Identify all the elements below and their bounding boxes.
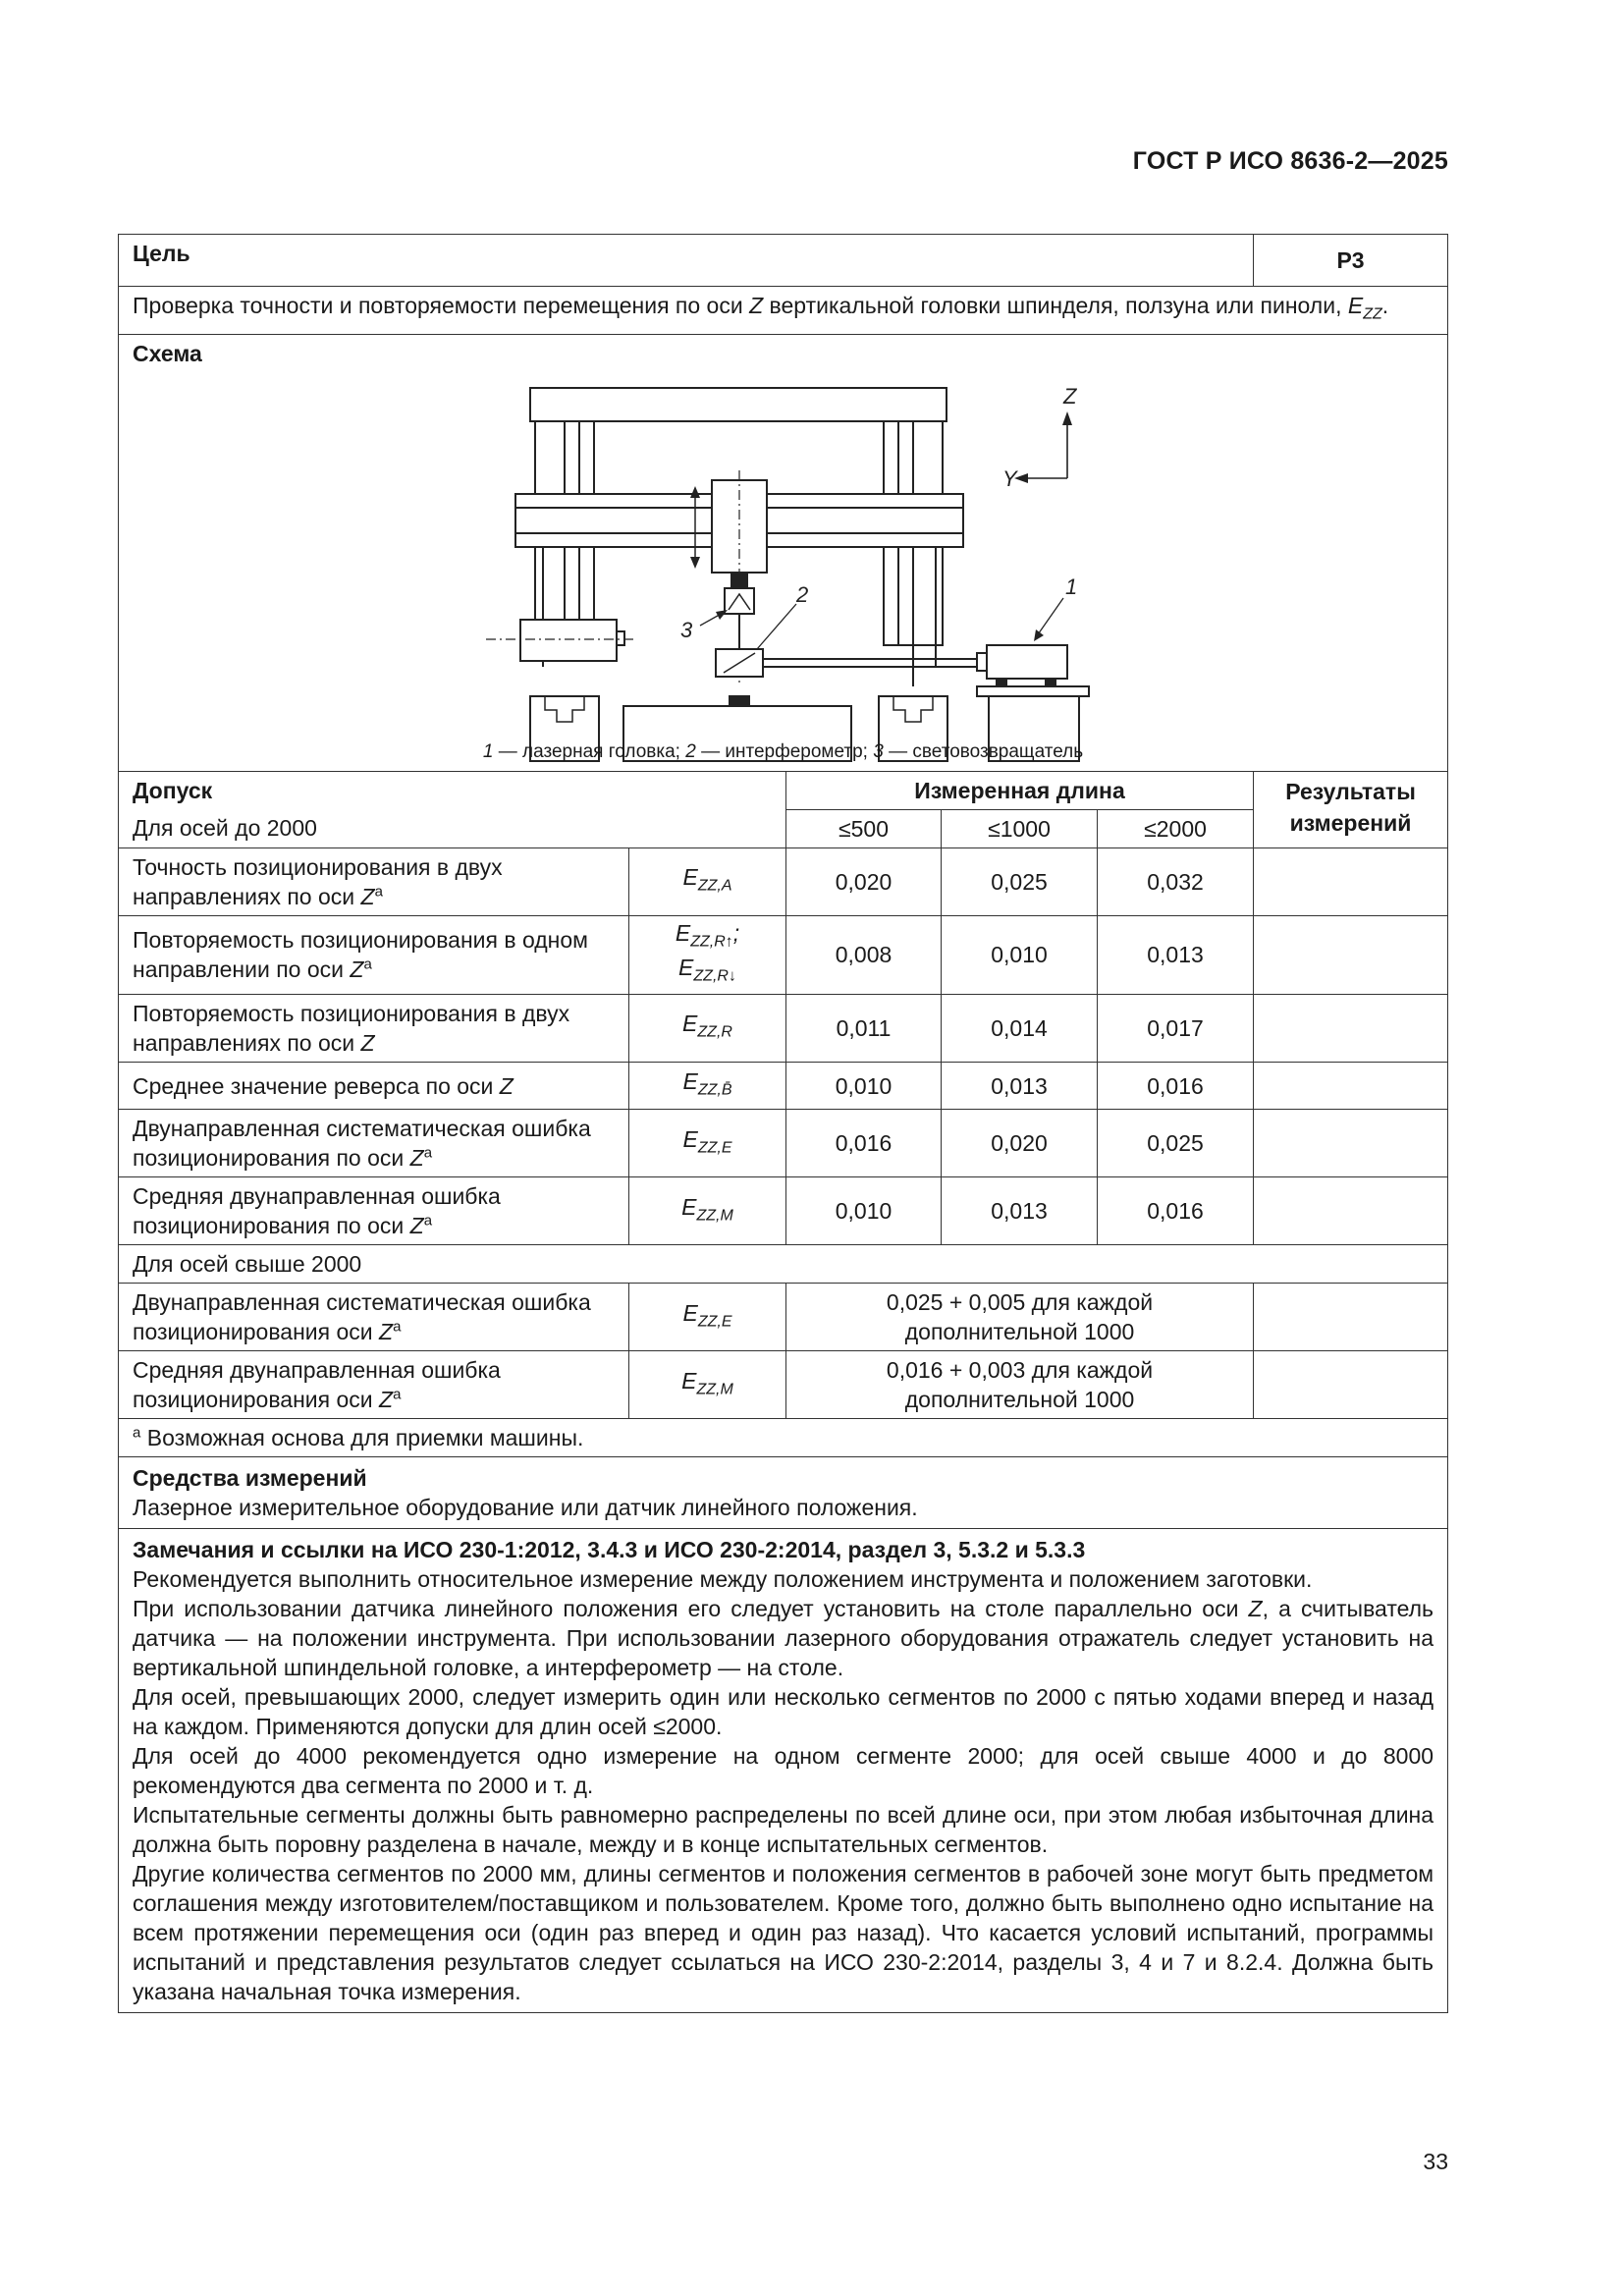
axis-y-label: Y bbox=[1002, 465, 1017, 491]
row-name: Среднее значение реверса по оси Z bbox=[119, 1062, 629, 1110]
cell-value: 0,017 bbox=[1098, 994, 1254, 1062]
tolerance-header-row bbox=[119, 771, 1448, 809]
cell-value: 0,013 bbox=[942, 1177, 1098, 1245]
footnote: $^a$ Возможная основа для приемки машины. bbox=[119, 1419, 1448, 1457]
cell-value: 0,016 bbox=[786, 1110, 942, 1177]
test-code: P3 bbox=[1254, 235, 1448, 287]
table-row bbox=[119, 847, 1448, 915]
goal-text: Проверка точности и повторяемости перемещения по оси Z вертикальной головки шпинделя, ползуна или пиноли, $E_{ZZ}$. bbox=[119, 287, 1448, 335]
row-name: Двунаправленная систематическая ошибка позиционирования по оси $Z^a$ bbox=[119, 1110, 629, 1177]
cell-value: 0,013 bbox=[1098, 915, 1254, 994]
notes-paragraph: Для осей, превышающих 2000, следует измерить один или несколько сегментов по 2000 с пятью ходами вперед и назад на каждом. Применяются допуски для длин осей ≤2000. bbox=[133, 1684, 1434, 1740]
cell-value: 0,014 bbox=[942, 994, 1098, 1062]
row-name: Повторяемость позиционирования в двух направлениях по оси Z bbox=[119, 994, 629, 1062]
diagram-caption: 1 — лазерная головка; 2 — интерферометр; 3 — световозвращатель bbox=[482, 740, 1084, 762]
row-name: Точность позиционирования в двух направлениях по оси $Z^a$ bbox=[119, 847, 629, 915]
result-cell[interactable] bbox=[1254, 1062, 1448, 1110]
instruments-label: Средства измерений bbox=[133, 1465, 367, 1492]
row-symbol: $E_{ZZ,M}$ bbox=[629, 1351, 786, 1419]
result-cell[interactable] bbox=[1254, 847, 1448, 915]
row-symbol: $E_{ZZ,R}$ bbox=[629, 994, 786, 1062]
cell-value: 0,013 bbox=[942, 1062, 1098, 1110]
cell-value: 0,016 bbox=[1098, 1062, 1254, 1110]
instruments-row bbox=[119, 1457, 1448, 1529]
schema-cell bbox=[119, 334, 1448, 771]
group2-row bbox=[119, 1245, 1448, 1284]
cell-value: 0,020 bbox=[942, 1110, 1098, 1177]
cell-value: 0,008 bbox=[786, 915, 942, 994]
footnote-row bbox=[119, 1419, 1448, 1457]
row-name: Повторяемость позиционирования в одном направлении по оси $Z^a$ bbox=[119, 915, 629, 994]
instruments-cell bbox=[119, 1457, 1448, 1529]
cell-value-formula: 0,025 + 0,005 для каждой дополнительной 1000 bbox=[786, 1284, 1254, 1351]
notes-label: Замечания и ссылки на ИСО 230-1:2012, 3.4.3 и ИСО 230-2:2014, раздел 3, 5.3.2 и 5.3.3 bbox=[133, 1537, 1086, 1563]
cell-value: 0,016 bbox=[1098, 1177, 1254, 1245]
table-row bbox=[119, 1177, 1448, 1245]
table-row bbox=[119, 1351, 1448, 1419]
notes-paragraph: Другие количества сегментов по 2000 мм, длины сегментов и положения сегментов в рабочей зоне могут быть предметом соглашения между изготовителем/поставщиком и пользователем. Кроме того, должно быть выполнено одно испытание на всем протяжении перемещения оси (один раз вперед и один раз назад). Что касается условий испытаний, программы испытаний и представления результатов следует ссылаться на ИСО 230-2:2014, разделы 3, 4 и 7 и 8.2.4. Должна быть указана начальная точка измерения. bbox=[133, 1861, 1434, 2005]
row-symbol: $E_{ZZ,E}$ bbox=[629, 1284, 786, 1351]
notes-row bbox=[119, 1529, 1448, 2013]
label-1: 1 bbox=[1065, 574, 1078, 599]
row-name: Средняя двунаправленная ошибка позиционирования оси $Z^a$ bbox=[119, 1351, 629, 1419]
result-cell[interactable] bbox=[1254, 1177, 1448, 1245]
result-cell[interactable] bbox=[1254, 1351, 1448, 1419]
cell-value: 0,025 bbox=[942, 847, 1098, 915]
goal-text-row bbox=[119, 287, 1448, 335]
schema-row bbox=[119, 334, 1448, 771]
row-name: Двунаправленная систематическая ошибка позиционирования оси $Z^a$ bbox=[119, 1284, 629, 1351]
result-cell[interactable] bbox=[1254, 1110, 1448, 1177]
machine-diagram bbox=[133, 372, 1434, 765]
tolerance-label: Допуск bbox=[119, 771, 786, 809]
page-number: 33 bbox=[1423, 2149, 1448, 2174]
goal-header-row bbox=[119, 235, 1448, 287]
table-row bbox=[119, 915, 1448, 994]
table-row bbox=[119, 1110, 1448, 1177]
group1-label: Для осей до 2000 bbox=[119, 809, 786, 847]
row-symbol: $E_{ZZ,A}$ bbox=[629, 847, 786, 915]
row-symbol: $E_{ZZ,M}$ bbox=[629, 1177, 786, 1245]
cell-value: 0,010 bbox=[942, 915, 1098, 994]
notes-cell bbox=[119, 1529, 1448, 2013]
notes-paragraph: Испытательные сегменты должны быть равномерно распределены по всей длине оси, при этом любая избыточная длина должна быть поровну разделена в начале, между и в конце испытательных сегментов. bbox=[133, 1802, 1434, 1858]
schema-label: Схема bbox=[133, 340, 202, 366]
cell-value: 0,010 bbox=[786, 1177, 942, 1245]
row-name: Средняя двунаправленная ошибка позиционирования по оси $Z^a$ bbox=[119, 1177, 629, 1245]
table-row bbox=[119, 994, 1448, 1062]
goal-label: Цель bbox=[119, 235, 1254, 287]
cell-value: 0,011 bbox=[786, 994, 942, 1062]
row-symbol: $E_{ZZ,E}$ bbox=[629, 1110, 786, 1177]
notes-paragraph: Для осей до 4000 рекомендуется одно измерение на одном сегменте 2000; для осей свыше 4000 и до 8000 рекомендуются два сегмента по 2000 и т. д. bbox=[133, 1743, 1434, 1799]
cell-value: 0,010 bbox=[786, 1062, 942, 1110]
result-cell[interactable] bbox=[1254, 994, 1448, 1062]
table-row bbox=[119, 1062, 1448, 1110]
col-500: ≤500 bbox=[786, 809, 942, 847]
result-cell[interactable] bbox=[1254, 915, 1448, 994]
result-cell[interactable] bbox=[1254, 1284, 1448, 1351]
col-1000: ≤1000 bbox=[942, 809, 1098, 847]
group2-label: Для осей свыше 2000 bbox=[119, 1245, 1448, 1284]
col-2000: ≤2000 bbox=[1098, 809, 1254, 847]
cell-value-formula: 0,016 + 0,003 для каждой дополнительной 1000 bbox=[786, 1351, 1254, 1419]
cell-value: 0,025 bbox=[1098, 1110, 1254, 1177]
cell-value: 0,020 bbox=[786, 847, 942, 915]
axis-z-label: Z bbox=[1063, 383, 1077, 409]
instruments-text: Лазерное измерительное оборудование или датчик линейного положения. bbox=[133, 1495, 918, 1521]
measured-length-label: Измеренная длина bbox=[786, 771, 1254, 809]
label-2: 2 bbox=[796, 581, 809, 607]
cell-value: 0,032 bbox=[1098, 847, 1254, 915]
notes-paragraph: Рекомендуется выполнить относительное измерение между положением инструмента и положением заготовки. bbox=[133, 1566, 1313, 1593]
notes-paragraph: При использовании датчика линейного положения его следует установить на столе параллельно оси Z, а считыватель датчика — на положении инструмента. При использовании лазерного оборудования отражатель следует установить на вертикальной шпиндельной головке, а интерферометр — на столе. bbox=[133, 1596, 1434, 1681]
group1-row bbox=[119, 809, 1448, 847]
standard-header: ГОСТ Р ИСО 8636-2—2025 bbox=[1132, 147, 1448, 175]
results-header: Результаты измерений bbox=[1254, 771, 1448, 847]
row-symbol: $E_{ZZ,B̄}$ bbox=[629, 1062, 786, 1110]
table-row bbox=[119, 1284, 1448, 1351]
test-card-table bbox=[118, 234, 1448, 2013]
row-symbol: $E_{ZZ,R↑}$; $E_{ZZ,R↓}$ bbox=[629, 915, 786, 994]
label-3: 3 bbox=[680, 617, 693, 642]
